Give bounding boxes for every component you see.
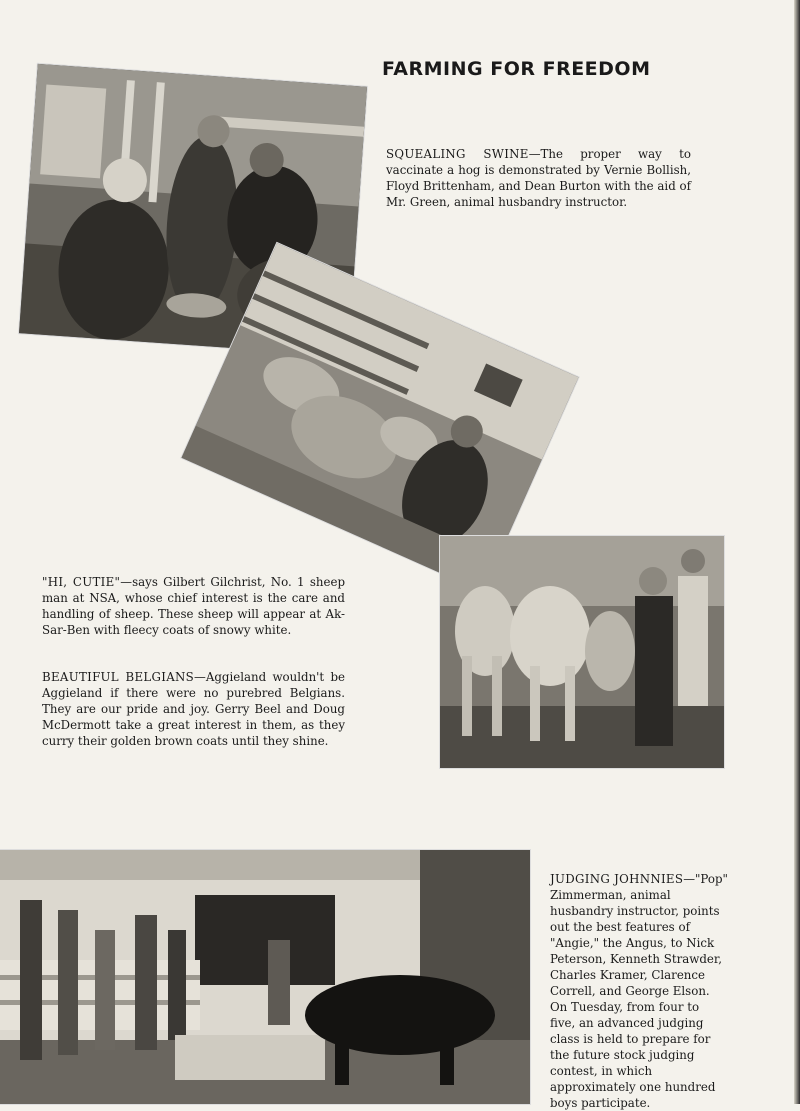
- caption-text: —says Gilbert Gilchrist, No. 1 sheep man at NSA, whose chief interest is the care and handling of sheep. These sheep will appear at Ak-Sar-Ben with fleecy coats of snowy white.: [42, 575, 345, 637]
- caption-text: —The proper way to vaccinate a hog is demonstrated by Vernie Bollish, Floyd Brittenham, and Dean Burton with the aid of Mr. Green, animal husbandry instructor.: [386, 147, 691, 209]
- caption-lead: BEAUTIFUL BELGIANS: [42, 670, 195, 684]
- caption-squealing-swine: [386, 146, 691, 210]
- caption-text: —"Pop" Zimmerman, animal husbandry instructor, points out the best features of "Angie," the Angus, to Nick Peterson, Kenneth Strawder, Charles Kramer, Clarence Correll, and George Elson. On Tuesday, from four to five, an advanced judging class is held to prepare for the future stock judging contest, in which approximately one hundred boys participate.: [550, 872, 728, 1110]
- caption-text: —Aggieland wouldn't be Aggieland if there were no purebred Belgians. They are our pride and joy. Gerry Beel and Doug McDermott take a great interest in them, as they curry their golden brown coats until they shine.: [42, 670, 345, 748]
- caption-lead: JUDGING JOHNNIES: [550, 872, 684, 886]
- page-title: FARMING FOR FREEDOM: [382, 58, 651, 80]
- caption-lead: "HI, CUTIE": [42, 575, 121, 589]
- caption-lead: SQUEALING SWINE: [386, 147, 529, 161]
- caption-hi-cutie: [42, 574, 345, 638]
- caption-beautiful-belgians: [42, 669, 345, 749]
- page-edge-shadow: [794, 0, 800, 1104]
- caption-judging-johnnies: [550, 871, 728, 1111]
- angus-judging-photo: [0, 850, 530, 1104]
- belgian-horses-photo: [440, 536, 724, 768]
